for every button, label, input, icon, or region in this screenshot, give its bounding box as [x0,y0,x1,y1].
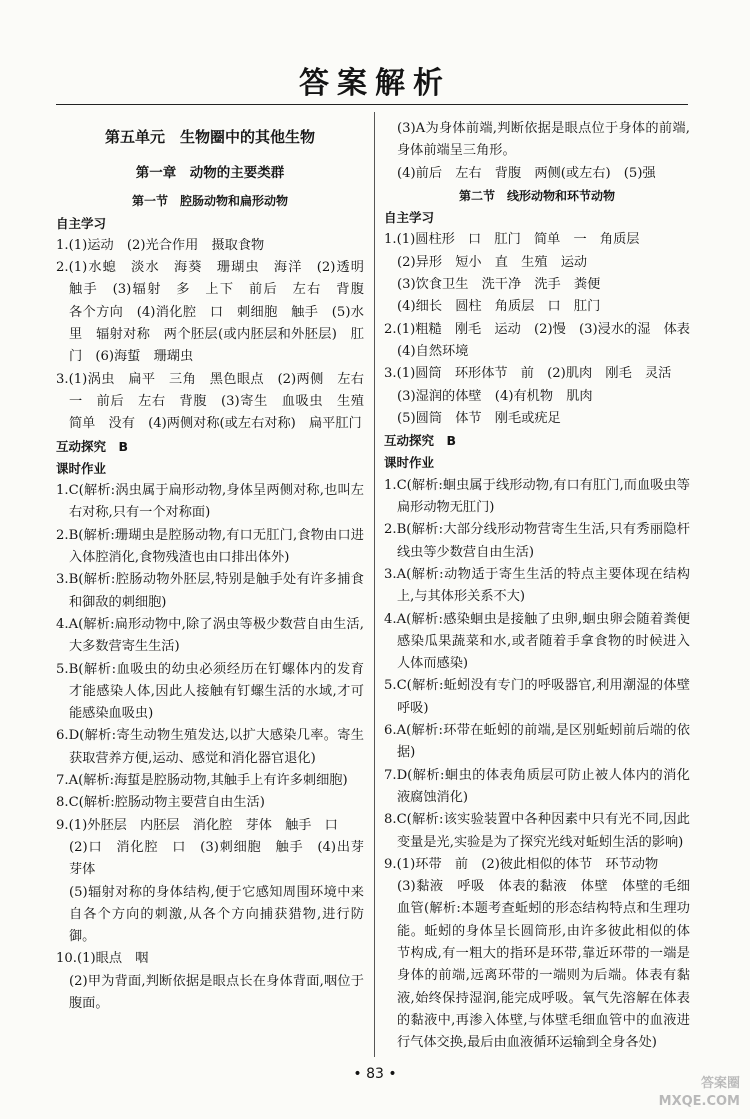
head-block: 自主学习 [56,215,107,231]
item-block: 1.(1)运动 (2)光合作用 摄取食物 [56,237,265,253]
title-divider [56,104,688,105]
item-block: 2.B(解析:珊瑚虫是腔肠动物,有口无肛门,食物由口进入体腔消化,食物残渣也由口排出体外) [56,527,364,566]
item-block: 5.C(解析:蚯蚓没有专门的呼吸器官,利用潮湿的体壁呼吸) [384,678,690,716]
unit-block: 第五单元 生物圈中的其他生物 [104,128,315,146]
head-block: 互动探究 B [384,433,457,449]
item-block: 1.C(解析:涡虫属于扁形动物,身体呈两侧对称,也叫左右对称,只有一个对称面) [56,483,364,521]
head-block: 课时作业 [384,455,435,471]
sub-block: (2)口 消化腔 口 (3)刺细胞 触手 (4)出芽 芽体 [69,839,378,878]
item-block: 3.A(解析:动物适于寄生生活的特点主要体现在结构上,与其体形关系不大) [384,566,690,605]
item-block: 4.A(解析:扁形动物中,除了涡虫等极少数营自由生活,大多数营寄生生活) [56,616,364,655]
section-block: 第二节 线形动物和环节动物 [458,188,615,203]
item-block: 1.C(解析:蛔虫属于线形动物,有口有肛门,而血吸虫等扁形动物无肛门) [384,477,690,516]
item-block: 3.(1)涡虫 扁平 三角 黑色眼点 (2)两侧 左右一 前后 左右 背腹 (3)寄生 血吸虫 生殖简单 没有 (4)两侧对称(或左右对称) 扁平肛门 [56,371,364,432]
item-block: 2.(1)粗糙 刚毛 运动 (2)慢 (3)浸水的湿 体表 [384,321,690,337]
item-block: 6.A(解析:环带在蚯蚓的前端,是区别蚯蚓前后端的依据) [384,723,690,761]
sub-block: (4)自然环境 [397,343,469,359]
sub-block: (3)饮食卫生 洗干净 洗手 粪便 [397,277,601,293]
sub-block: (4)细长 圆柱 角质层 口 肛门 [397,299,601,315]
item-block: 8.C(解析:腔肠动物主要营自由生活) [56,795,265,811]
sub-block: (2)甲为背面,判断依据是眼点长在身体背面,咽位于腹面。 [69,973,364,1011]
item-block: 2.B(解析:大部分线形动物营寄生生活,只有秀丽隐杆线虫等少数营自由生活) [384,522,690,560]
item-block: 10.(1)眼点 咽 [56,951,149,967]
item-block: 9.(1)环带 前 (2)彼此相似的体节 环节动物 [384,856,659,872]
item-block: 8.C(解析:该实验装置中各种因素中只有光不同,因此变量是光,实验是为了探究光线对蚯蚓生活的影响) [384,812,690,850]
sub-block: (5)圆筒 体节 刚毛或疣足 [397,410,561,426]
watermark [600,1075,740,1111]
item-block: 5.B(解析:血吸虫的幼虫必须经历在钉螺体内的发育才能感染人体,因此人接触有钉螺生活的水域,才可能感染血吸虫) [56,661,364,722]
page-number-value: 83 [366,1066,384,1082]
head-block: 互动探究 B [56,438,129,454]
watermark-line2: MXQE.COM [658,1094,740,1109]
head-block: 自主学习 [384,210,435,226]
sub-block: (3)黏液 呼吸 体表的黏液 体壁 体壁的毛细血管(解析:本题考查蚯蚓的形态结构特点和生理功能。蚯蚓的身体呈长圆筒形,由许多彼此相似的体节构成,有一粗大的指环是环带,靠近环带的一端是身体的前端,远离环带的一端则为后端。体表有黏液,始终保持湿润,能完成呼吸。氧气先溶解在体表的黏液中,再渗入体壁,与体壁毛细血管中的血液进行气体交换,最后由血液循环运输到全身各处) [397,879,690,1051]
sub-block: (4)前后 左右 背腹 两侧(或左右) (5)强 [397,165,656,181]
sub-block: (2)异形 短小 直 生殖 运动 [397,254,588,270]
watermark-line1: 答案圈 [700,1076,740,1091]
sub-block: (5)辐射对称的身体结构,便于它感知周围环境中来自各个方向的刺激,从各个方向捕获猎物,进行防御。 [69,884,364,945]
item-block: 9.(1)外胚层 内胚层 消化腔 芽体 触手 口 [56,817,338,833]
item-block: 3.B(解析:腔肠动物外胚层,特别是触手处有许多捕食和御敌的刺细胞) [56,572,364,610]
item-block: 7.A(解析:海蜇是腔肠动物,其触手上有许多刺细胞) [56,773,348,789]
head-block: 课时作业 [56,460,107,476]
page-title: 答案解析 [299,66,451,101]
column-divider [374,112,375,1057]
left-column [56,124,378,1015]
item-block: 4.A(解析:感染蛔虫是接触了虫卵,蛔虫卵会随着粪便感染瓜果蔬菜和水,或者随着手拿食物的时候进入人体而感染) [384,611,690,672]
section-block: 第一节 腔肠动物和扁形动物 [131,194,288,209]
item-block: 2.(1)水螅 淡水 海葵 珊瑚虫 海洋 (2)透明 触手 (3)辐射 多 上下 前后 左右 背腹 各个方向 (4)消化腔 口 刺细胞 触手 (5)水里 辐射对称 两个胚层(或内胚层和外胚层) 肛门 (6)海蜇 珊瑚虫 [56,260,378,365]
item-block: 6.D(解析:寄生动物生殖发达,以扩大感染几率。寄生获取营养方便,运动、感觉和消化器官退化) [56,728,364,766]
chapter-block: 第一章 动物的主要类群 [135,165,285,181]
item-block: 3.(1)圆筒 环形体节 前 (2)肌肉 刚毛 灵活 [384,366,672,382]
page-number: • 83 • [353,1066,397,1082]
sub-block: (3)湿润的体壁 (4)有机物 肌肉 [397,388,593,404]
sub-block: (3)A为身体前端,判断依据是眼点位于身体的前端,身体前端呈三角形。 [397,121,690,159]
right-column [384,118,690,1054]
item-block: 1.(1)圆柱形 口 肛门 简单 一 角质层 [384,232,640,248]
item-block: 7.D(解析:蛔虫的体表角质层可防止被人体内的消化液腐蚀消化) [384,767,690,805]
